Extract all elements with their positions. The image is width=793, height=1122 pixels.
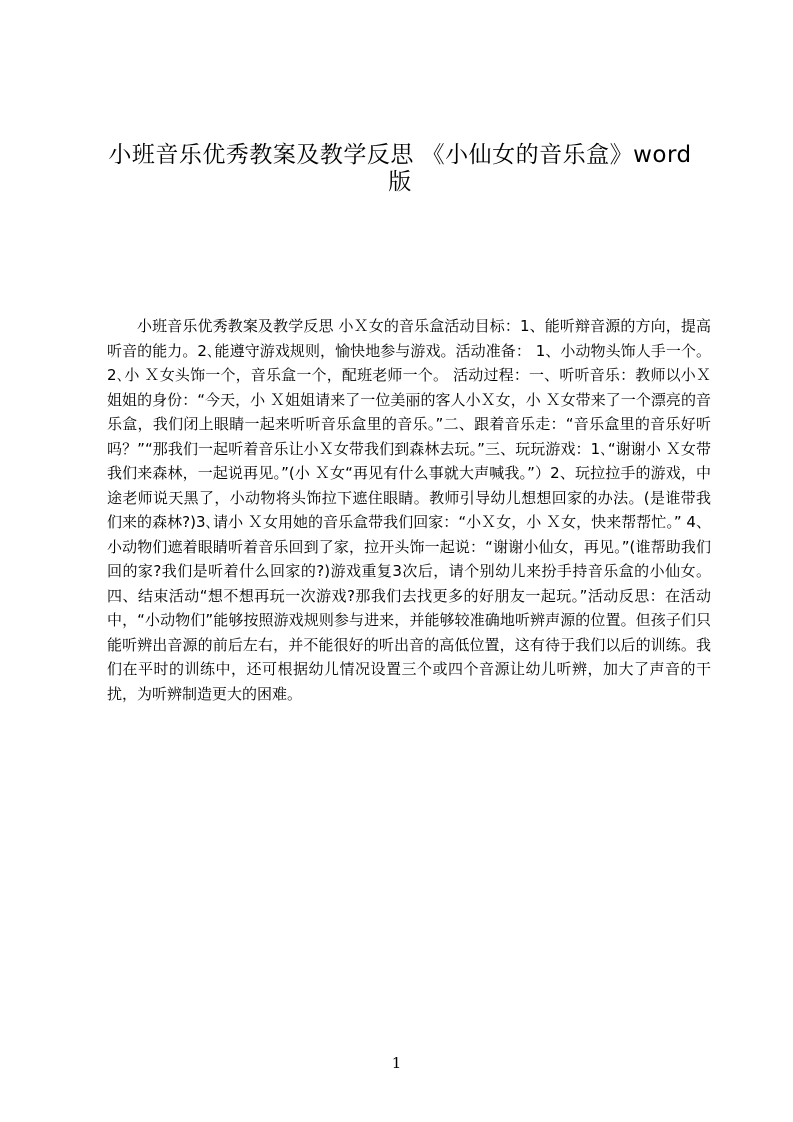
document-body-paragraph: 小班音乐优秀教案及教学反思 小Ｘ女的音乐盒活动目标：1、能听辩音源的方向，提高听音的能力。2､能遵守游戏规则，愉快地参与游戏。活动准备： 1、小动物头饰人手一个。2､小 Ｘ女头饰一个，音乐盒一个，配班老师一个。 活动过程：一、听听音乐：教师以小Ｘ姐姐的身份：“今天，小 Ｘ姐姐请来了一位美丽的客人小Ｘ女，小 Ｘ女带来了一个漂亮的音乐盒，我们闭上眼睛一起来听听音乐盒里的音乐。”二、跟着音乐走：“音乐盒里的音乐好听吗？”“那我们一起听着音乐让小Ｘ女带我们到森林去玩。”三、玩玩游戏：1､“谢谢小 Ｘ女带我们来森林，一起说再见。”(小 Ｘ女“再见有什么事就大声喊我。”）2、玩拉拉手的游戏，中途老师说天黑了，小动物将头饰拉下遮住眼睛。教师引导幼儿想想回家的办法。(是谁带我们来的森林?)3､请小 Ｘ女用她的音乐盒带我们回家：“小Ｘ女，小 Ｘ女，快来帮帮忙。” 4、小动物们遮着眼睛听着音乐回到了家，拉开头饰一起说：“谢谢小仙女，再见。”(谁帮助我们回的家?我们是听着什么回家的?)游戏重复3次后，请个别幼儿来扮手持音乐盒的小仙女。 四、结束活动“想不想再玩一次游戏?那我们去找更多的好朋友一起玩。”活动反思：在活动中，“小动物们”能够按照游戏规则参与进来，并能够较准确地听辨声源的位置。但孩子们只能听辨出音源的前后左右，并不能很好的听出音的高低位置，这有待于我们以后的训练。我们在平时的训练中，还可根据幼儿情况设置三个或四个音源让幼儿听辨，加大了声音的干扰，为听辨制造更大的困难。 bbox=[107, 317, 711, 703]
document-title: 小班音乐优秀教案及教学反思 《小仙女的音乐盒》word版 bbox=[108, 142, 692, 195]
page-number: 1 bbox=[391, 1054, 402, 1072]
